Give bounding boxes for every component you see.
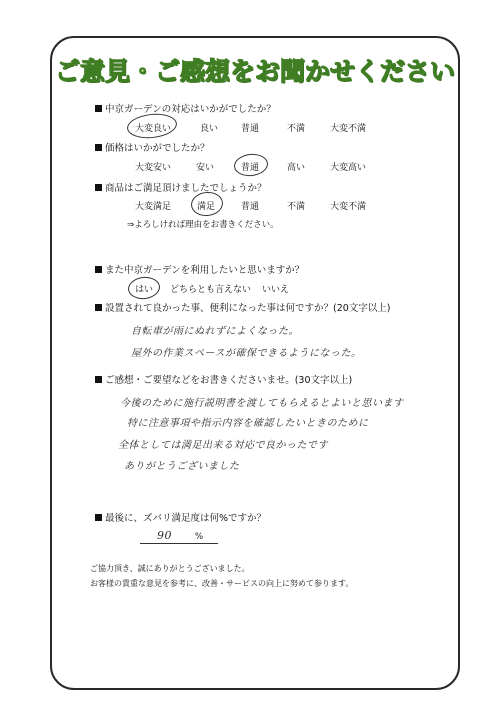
- option-product-3[interactable]: 不満: [287, 202, 306, 212]
- bullet-square-icon: [95, 105, 102, 112]
- question-product: [95, 180, 267, 194]
- question-feedback: [95, 372, 352, 386]
- bullet-square-icon: [95, 266, 102, 273]
- satisfaction-unit: %: [195, 532, 204, 542]
- benefit-answer-line-1: 自転車が雨にぬれずによくなった。: [131, 326, 299, 337]
- option-product-2[interactable]: 普通: [241, 202, 260, 212]
- option-product-1[interactable]: 満足: [197, 202, 216, 212]
- question-label: 設置されて良かった事、便利になった事は何ですか？(20文字以上): [105, 303, 391, 314]
- survey-title: ご意見・ご感想をお聞かせください: [54, 57, 455, 86]
- question-benefit: [95, 300, 391, 314]
- question-label: 最後に、ズバリ満足度は何%ですか？: [105, 513, 267, 524]
- option-price-3[interactable]: 高い: [287, 163, 306, 173]
- satisfaction-underline: [140, 543, 218, 544]
- option-price-0[interactable]: 大変安い: [135, 163, 172, 173]
- question-reuse: [95, 262, 304, 276]
- feedback-answer-line-3: 全体としては満足出来る対応で良かったです: [118, 440, 328, 451]
- option-service-3[interactable]: 不満: [287, 124, 306, 134]
- footer-commitment: お客様の貴重な意見を参考に、改善・サービスの向上に努めて参ります。: [90, 579, 354, 588]
- question-label: また中京ガーデンを利用したいと思いますか？: [105, 265, 305, 276]
- feedback-answer-line-1: 今後のために施行説明書を渡してもらえるとよいと思います: [120, 398, 404, 409]
- footer-thanks: ご協力頂き、誠にありがとうございました。: [90, 564, 250, 573]
- option-service-4[interactable]: 大変不満: [330, 124, 367, 134]
- feedback-answer-line-4: ありがとうございました: [124, 461, 240, 472]
- bullet-square-icon: [95, 144, 102, 151]
- option-service-1[interactable]: 良い: [200, 124, 219, 134]
- reason-note: ⇒よろしければ理由をお書きください。: [127, 220, 279, 230]
- question-satisfaction: [95, 510, 266, 524]
- question-label: ご感想・ご要望などをお書きくださいませ。(30文字以上): [105, 375, 353, 386]
- option-price-2[interactable]: 普通: [241, 163, 260, 173]
- option-price-1[interactable]: 安い: [196, 163, 215, 173]
- question-price: [95, 140, 210, 154]
- option-product-4[interactable]: 大変不満: [330, 202, 367, 212]
- benefit-answer-line-2: 屋外の作業スペースが確保できるようになった。: [131, 348, 362, 359]
- bullet-square-icon: [95, 304, 102, 311]
- question-service: [95, 101, 276, 115]
- option-reuse-2[interactable]: いいえ: [262, 285, 290, 295]
- bullet-square-icon: [95, 514, 102, 521]
- option-reuse-1[interactable]: どちらとも言えない: [170, 285, 252, 295]
- option-service-2[interactable]: 普通: [241, 124, 260, 134]
- satisfaction-value: 90: [157, 529, 172, 542]
- bullet-square-icon: [95, 376, 102, 383]
- feedback-answer-line-2: 特に注意事項や指示内容を確認したいときのために: [127, 418, 369, 429]
- bullet-square-icon: [95, 184, 102, 191]
- question-label: 中京ガーデンの対応はいかがでしたか？: [105, 104, 276, 115]
- option-service-0[interactable]: 大変良い: [135, 124, 172, 134]
- option-price-4[interactable]: 大変高い: [330, 163, 367, 173]
- option-reuse-0[interactable]: はい: [135, 285, 154, 295]
- question-label: 商品はご満足頂けましたでしょうか？: [105, 183, 267, 194]
- survey-frame: [50, 36, 460, 690]
- question-label: 価格はいかがでしたか？: [105, 143, 210, 154]
- option-product-0[interactable]: 大変満足: [135, 202, 172, 212]
